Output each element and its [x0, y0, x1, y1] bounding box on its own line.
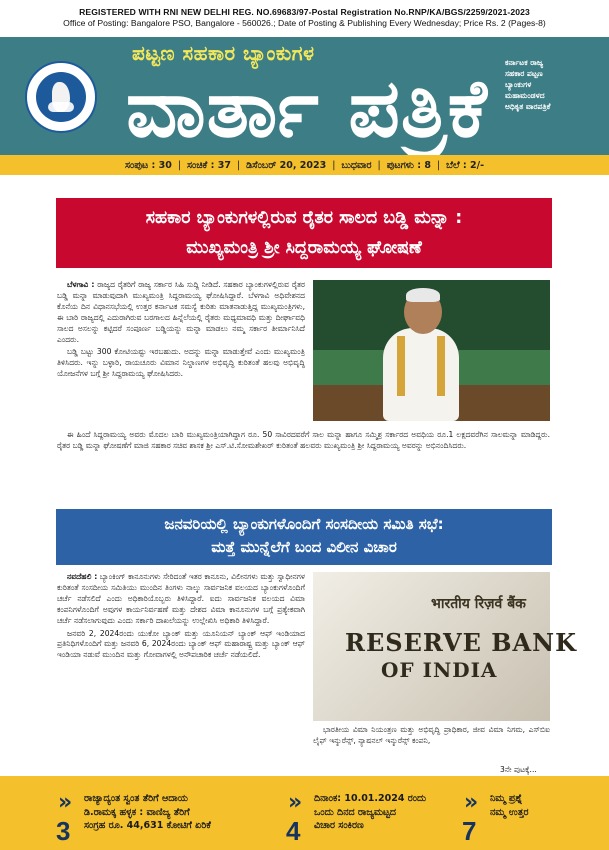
side-line: ಕರ್ನಾಟಕ ರಾಜ್ಯ [505, 58, 544, 67]
registration-line: REGISTERED WITH RNI NEW DELHI REG. NO.69683/97-Postal Registration No.RNP/KA/BGS/2259/2021-2023 [79, 7, 530, 17]
article2-para-right: ಭಾರತೀಯ ವಿಮಾ ನಿಯಂತ್ರಣ ಮತ್ತು ಅಭಿವೃದ್ಧಿ ಪ್ರಾಧಿಕಾರ, ಜೀವ ವಿಮಾ ನಿಗಮ, ಎಸ್‌ಬಿಐ ಲೈಫ್ ಇನ್ಶುರೆನ್ಸ್, ನ್ಯಾಷನಲ್ ಇನ್ಶುರೆನ್ಸ್ ಕಂಪನಿ, [313, 725, 550, 745]
weekday-label: ಬುಧವಾರ [341, 159, 372, 171]
article1-headline-line2: ಮುಖ್ಯಮಂತ್ರಿ ಶ್ರೀ ಸಿದ್ದರಾಮಯ್ಯ ಘೋಷಣೆ [186, 238, 422, 258]
teaser-line: ಒಂದು ದಿನದ ರಾಜ್ಯಮಟ್ಟದ [314, 806, 397, 818]
masthead-title: ವಾರ್ತಾ ಪತ್ರಿಕೆ [126, 61, 488, 155]
article1-para2: ಬಡ್ಡಿ ಬಟ್ಟು 300 ಕೋಟಿಯಷ್ಟು ಇರಬಹುದು. ಅದನ್ನು ಮನ್ನಾ ಮಾಡುತ್ತೇವೆ ಎಂದು ಮುಖ್ಯಮಂತ್ರಿ ತಿಳಿಸಿದರು. ಇನ್ನು ಬಳ್ಳಾರಿ, ರಾಯಚೂರು ವಿಮಾನ ನಿಲ್ದಾಣಗಳ ಅಭಿವೃದ್ಧಿ ಕುರಿತಂತೆ ಹಲವು ಅಭಿವೃದ್ಧಿ ಯೋಜನೆಗಳ ಬಗ್ಗೆ ಶ್ರೀ ಸಿದ್ದರಾಮಯ್ಯ ಘೋಷಿಸಿದರು. [57, 347, 305, 379]
article2-body-left [57, 572, 305, 663]
seal-inner-circle [36, 72, 86, 122]
footer-teaser-text [314, 792, 426, 833]
article1-headline-line1: ಸಹಕಾರ ಬ್ಯಾಂಕುಗಳಲ್ಲಿರುವ ರೈತರ ಸಾಲದ ಬಡ್ಡಿ ಮನ್ನಾ : [145, 208, 463, 228]
price-label: ಬೆಲೆ : 2/- [446, 159, 485, 171]
teaser-line: ದಿನಾಂಕ: 10.01.2024 ರಂದು [314, 793, 427, 804]
footer-teaser-page-3[interactable] [56, 782, 271, 846]
double-chevron-icon: » [58, 790, 73, 815]
article2-headline-line2: ಮತ್ತೆ ಮುನ್ನೆಲೆಗೆ ಬಂದ ವಿಲೀನ ವಿಚಾರ [211, 538, 397, 556]
photo-lettering-line1: RESERVE BANK [345, 628, 577, 657]
issue-date-label: ಡಿಸೆಂಬರ್ 20, 2023 [246, 159, 327, 171]
photo-shawl [437, 336, 445, 396]
photo-shawl [397, 336, 405, 396]
article1-body-full [57, 430, 550, 454]
page-number: 3 [56, 816, 71, 846]
side-line: ಅಧಿಕೃತ ವಾರಪತ್ರಿಕೆ [505, 102, 551, 111]
article1-headline [56, 198, 552, 268]
article1-body-left [57, 280, 305, 382]
chief-minister-photo [313, 280, 550, 421]
side-line: ಮಹಾಮಂಡಳದ [505, 91, 545, 100]
continued-marker: 3ನೇ ಪುಟಕ್ಕೆ... [500, 765, 537, 774]
article1-dateline: ಬೆಳಗಾವಿ : [67, 280, 95, 289]
photo-lettering-line2: OF INDIA [381, 658, 498, 682]
page-number: 7 [462, 816, 477, 846]
article1-para1: ರಾಜ್ಯದ ರೈತರಿಗೆ ರಾಜ್ಯ ಸರ್ಕಾರ ಸಿಹಿ ಸುದ್ದಿ ನೀಡಿದೆ. ಸಹಕಾರ ಬ್ಯಾಂಕುಗಳಲ್ಲಿರುವ ರೈತರ ಬಡ್ಡಿ ಮನ್ನಾ ಮಾಡುವುದಾಗಿ ಮುಖ್ಯಮಂತ್ರಿ ಸಿದ್ದರಾಮಯ್ಯ ಘೋಷಿಸಿದ್ದಾರೆ. ಬೆಳಗಾವಿ ಅಧಿವೇಶನದ ಕೊನೆಯ ದಿನ ವಿಧಾನಸಭೆಯಲ್ಲಿ ಉತ್ತರ ಕರ್ನಾಟಕ ಸಮಸ್ಯೆ ಕುರಿತು ಮಾತನಾಡುತ್ತಿದ್ದ ಮುಖ್ಯಮಂತ್ರಿಗಳು, ಈ ಬಾರಿ ರಾಜ್ಯದಲ್ಲಿ ಎದುರಾಗಿರುವ ಬರಗಾಲದ ಹಿನ್ನೆಲೆಯಲ್ಲಿ ರೈತರು ಮಧ್ಯಮಾವಧಿ ಮತ್ತು ದೀರ್ಘಾವಧಿ ಸಾಲದ ಅಸಲನ್ನು ಕಟ್ಟಿದರೆ ಸಂಪೂರ್ಣ ಬಡ್ಡಿಯನ್ನು ಮನ್ನಾ ಮಾಡಲು ನಮ್ಮ ಸರ್ಕಾರ ತೀರ್ಮಾನಿಸಿದೆ ಎಂದರು. [57, 280, 306, 344]
side-line: ಬ್ಯಾಂಕುಗಳ [505, 80, 532, 89]
footer-teaser-page-4[interactable] [286, 782, 456, 846]
handshake-icon [48, 102, 74, 112]
footer-teaser-text [84, 792, 211, 833]
double-chevron-icon: » [288, 790, 303, 815]
federation-seal-logo [25, 61, 97, 133]
masthead-subtitle: ಪಟ್ಟಣ ಸಹಕಾರ ಬ್ಯಾಂಕುಗಳ [132, 41, 315, 65]
photo-figure-hair [406, 288, 440, 302]
article2-para2: ಜನವರಿ 2, 2024ರಂದು ಯುಕೋ ಬ್ಯಾಂಕ್ ಮತ್ತು ಯೂನಿಯನ್ ಬ್ಯಾಂಕ್ ಆಫ್ ಇಂಡಿಯಾದ ಪ್ರತಿನಿಧಿಗಳೊಂದಿಗೆ ಮತ್ತು ಜನವರಿ 6, 2024ರಂದು ಬ್ಯಾಂಕ್ ಆಫ್ ಮಹಾರಾಷ್ಟ್ರ ಮತ್ತು ಬ್ಯಾಂಕ್ ಆಫ್ ಇಂಡಿಯಾ ನಡುವೆ ಮುಂದಿನ ಮತ್ತು ಗೋವಾಗಳಲ್ಲಿ ಅನೌಪಚಾರಿಕ ಚರ್ಚೆ ನಡೆಯಲಿದೆ. [57, 628, 305, 660]
footer-index-bar [0, 776, 609, 850]
article2-body-right [313, 725, 550, 749]
photo-figure-body [383, 328, 459, 421]
double-chevron-icon: » [464, 790, 479, 815]
article2-headline-line1: ಜನವರಿಯಲ್ಲಿ ಬ್ಯಾಂಕುಗಳೊಂದಿಗೆ ಸಂಸದೀಯ ಸಮಿತಿ ಸಭೆ: [164, 515, 444, 533]
teaser-line: ವಿಚಾರ ಸಂಕಿರಣ [314, 820, 364, 831]
article2-headline [56, 509, 552, 565]
article2-para1: ಬ್ಯಾಂಕಿಂಗ್ ಕಾನೂನುಗಳು ಸೇರಿದಂತೆ ಇತರ ಕಾನೂನು, ವಿಲೀನಗಳು ಮತ್ತು ಸ್ವಾಧೀನಗಳ ಕುರಿತಂತೆ ಸಂಸದೀಯ ಸಮಿತಿಯು ಮುಂದಿನ ತಿಂಗಳು ನಾಲ್ಕು ಸಾರ್ವಜನಿಕ ವಲಯದ ಬ್ಯಾಂಕುಗಳೊಂದಿಗೆ ಚರ್ಚೆ ನಡೆಸಲಿದೆ ಎಂದು ಅಧಿಕಾರಿಯೊಬ್ಬರು ತಿಳಿಸಿದ್ದಾರೆ. ಐದು ಸಾರ್ವಜನಿಕ ವಲಯದ ವಿಮಾ ಕಂಪನಿಗಳೊಂದಿಗೆ ಅವುಗಳ ಕಾರ್ಯನಿರ್ವಹಣೆ ಮತ್ತು ದೇಶದ ವಿಮಾ ಕಾನೂನುಗಳ ಬಗ್ಗೆ ಪ್ರತ್ಯೇಕವಾಗಿ ಚರ್ಚೆ ನಡೆಸಲಾಗುವುದು ಎಂದು ಸರ್ಕಾರಿ ದಾಖಲೆಯನ್ನು ಉಲ್ಲೇಖಿಸಿ ಅಧಿಕಾರಿ ತಿಳಿಸಿದ್ದಾರೆ. [57, 572, 305, 625]
footer-teaser-text [490, 792, 529, 819]
volume-label: ಸಂಪುಟ : 30 [124, 159, 172, 171]
pages-label: ಪುಟಗಳು : 8 [386, 159, 431, 171]
reserve-bank-photo [313, 572, 577, 721]
teaser-line: ರಾಜ್ಯಾದ್ಯಂತ ಸ್ವಂತ ತೆರಿಗೆ ಆದಾಯ [84, 793, 188, 804]
posting-line: Office of Posting: Bangalore PSO, Bangalore - 560026.; Date of Posting & Publishing Every Wednesday; Price Rs. 2 (Pages-8) [63, 18, 546, 28]
teaser-line: ನಿಮ್ಮ ಪ್ರಶ್ನೆ [490, 793, 523, 804]
article2-dateline: ನವದೆಹಲಿ : [67, 572, 98, 581]
page-number: 4 [286, 816, 301, 846]
side-line: ಸಹಕಾರ ಪಟ್ಟಣ [505, 69, 543, 78]
photo-hindi-lettering: भारतीय रिज़र्व बैंक [431, 596, 526, 612]
teaser-line: ಡಿ.ರಾಮಕ್ಕ ಹಳ್ಳಕ : ವಾಣಿಜ್ಯ ತೆರಿಗೆ [84, 806, 190, 818]
registration-header [0, 7, 609, 29]
footer-teaser-page-7[interactable] [462, 782, 602, 846]
issue-number-label: ಸಂಚಿಕೆ : 37 [187, 159, 231, 171]
masthead-side-note [505, 57, 605, 112]
article1-para3: ಈ ಹಿಂದೆ ಸಿದ್ದರಾಮಯ್ಯ ಅವರು ಮೊದಲ ಬಾರಿ ಮುಖ್ಯಮಂತ್ರಿಯಾಗಿದ್ದಾಗ ರೂ. 50 ಸಾವಿರದವರೆಗೆ ಸಾಲ ಮನ್ನಾ ಹಾಗೂ ಸಮ್ಮಿಶ್ರ ಸರ್ಕಾರದ ಅವಧಿಯ ರೂ.1 ಲಕ್ಷದವರೆಗಿನ ಸಾಲಮನ್ನಾ ಮಾಡಿದ್ದರು. ರೈತರ ಬಡ್ಡಿ ಮನ್ನಾ ಘೋಷಣೆಗೆ ಮಾಜಿ ಸಹಕಾರ ಸಚಿವ ಶಾಸಕ ಶ್ರೀ ಎಸ್.ಟಿ.ಸೋಮಶೇಖರ್ ಕುರಿತಂತೆ ಹಲವರು ಮುಖ್ಯಮಂತ್ರಿ ಶ್ರೀ ಸಿದ್ದರಾಮಯ್ಯ ಅವರನ್ನು ಅಭಿನಂದಿಸಿದರು. [57, 430, 550, 450]
issue-info-bar: ಸಂಪುಟ : 30 | ಸಂಚಿಕೆ : 37 | ಡಿಸೆಂಬರ್ 20, 2023 | ಬುಧವಾರ | ಪುಟಗಳು : 8 | ಬೆಲೆ : 2/- [0, 155, 609, 175]
masthead [0, 37, 609, 155]
teaser-line: ನಮ್ಮ ಉತ್ತರ [490, 806, 529, 818]
teaser-line: ಸಂಗ್ರಹ ರೂ. 44,631 ಕೋಟಿಗೆ ಏರಿಕೆ [84, 820, 211, 831]
